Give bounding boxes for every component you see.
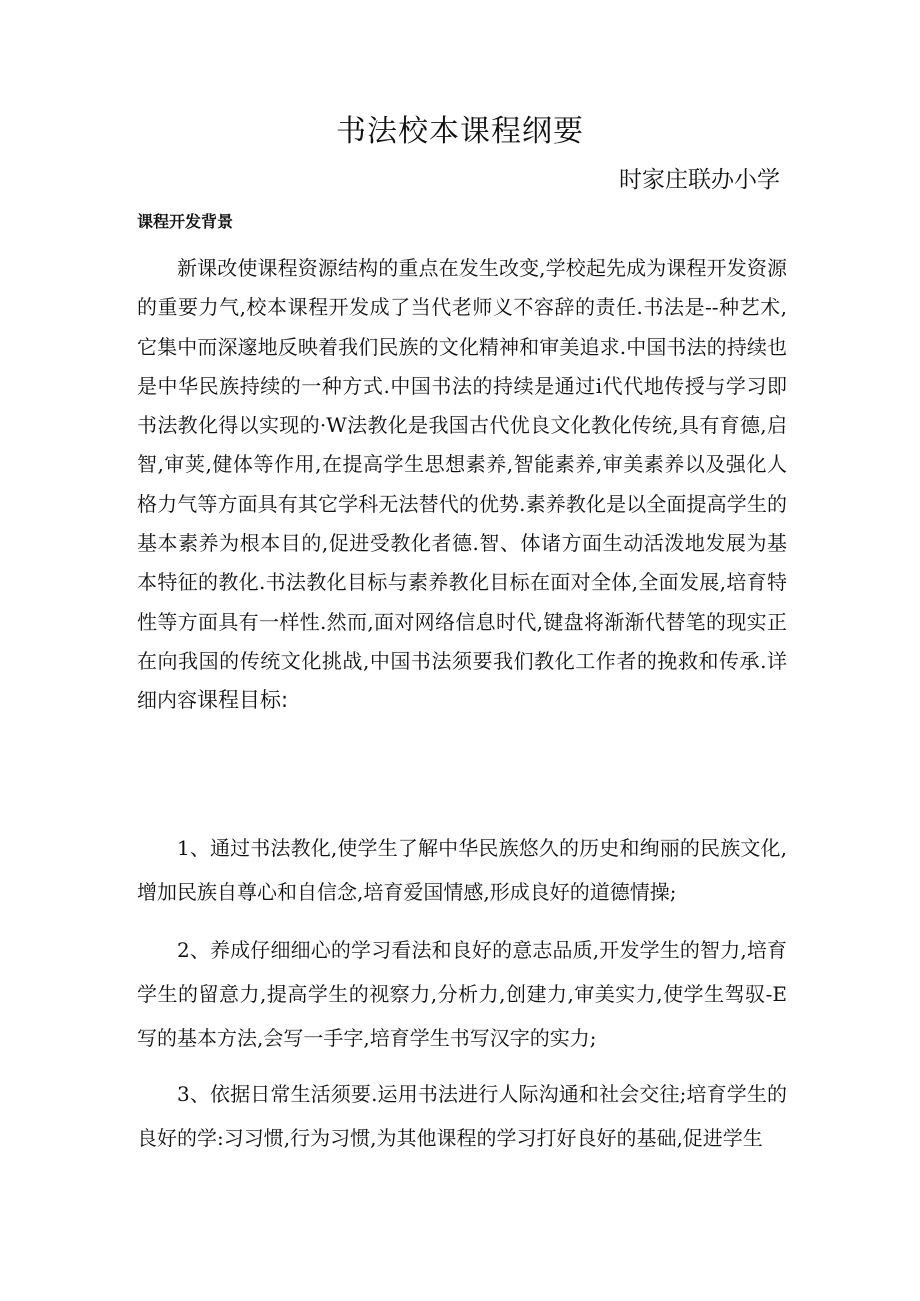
goal-item-3: 3、依据日常生活须要.运用书法进行人际沟通和社会交往;培育学生的良好的学:习习惯,行为习惯,为其他课程的学习打好良好的基础,促进学生 [137,1082,787,1150]
section-heading-background: 课程开发背景 [137,212,234,231]
document-title: 书法校本课程纲要 [336,114,584,149]
background-text: 新课改使课程资源结构的重点在发生改变,学校起先成为课程开发资源的重要力气,校本课程开发成了当代老师义不容辞的责任.书法是--种艺术,它集中而深邃地反映着我们民族的文化精神和审美追求.中国书法的持续也是中华民族持续的一种方式.中国书法的持续是通过i代代地传授与学习即书法教化得以实现的·W法教化是我国古代优良文化教化传统,具有育德,启智,审荚,健体等作用,在提高学生思想素养,智能素养,审美素养以及强化人格力气等方面具有其它学科无法替代的优势.素养教化是以全面提高学生的基本素养为根本目的,促进受教化者德.智、体诸方面生动活泼地发展为基本特征的教化.书法教化目标与素养教化目标在面对全体,全面发展,培育特性等方面具有一样性.然而,面对网络信息时代,键盘将渐渐代替笔的现实正在向我国的传统文化挑战,中国书法须要我们教化工作者的挽救和传承.详细内容 [137,256,787,713]
background-paragraph [137,249,787,721]
section-heading-goals: 课程目标: [197,688,289,713]
goal-item-1: 1、通过书法教化,使学生了解中华民族悠久的历史和绚丽的民族文化,增加民族自尊心和自信念,培育爱国情感,形成良好的道德情操; [137,836,787,904]
school-name: 时家庄联办小学 [619,167,780,193]
goal-item-2: 2、养成仔细细心的学习看法和良好的意志品质,开发学生的智力,培育学生的留意力,提高学生的视察力,分析力,创建力,审美实力,使学生驾驭-E写的基本方法,会写一手字,培育学生书写汉字的实力; [137,938,787,1050]
